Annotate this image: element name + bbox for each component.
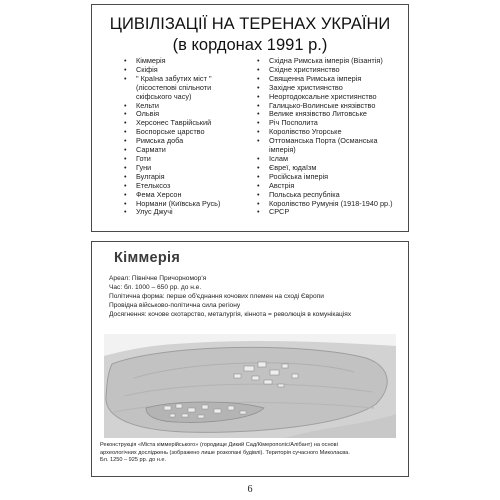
list-item: • Річ Посполита — [257, 119, 399, 128]
fact-line: Досягнення: кочове скотарство, металургія, кіннота = революція в комунікаціях — [109, 310, 352, 318]
list-item: • СРСР — [257, 208, 399, 217]
list-item: • Галицько-Волинське князівство — [257, 102, 399, 111]
list-item: • Королівство Румунія (1918-1940 рр.) — [257, 200, 399, 209]
list-item: • Священна Римська імперія — [257, 75, 399, 84]
list-item: • Іслам — [257, 155, 399, 164]
slide-civilizations — [91, 4, 409, 232]
caption-line: Реконструкція «Міста кіммерійського» (городище Дикий Сад/Кімерополіс/Алібант) на основі — [100, 442, 338, 448]
settlement-reconstruction-image — [104, 334, 396, 438]
list-item: • Булгарія — [124, 173, 246, 182]
list-item: • Російська імперія — [257, 173, 399, 182]
slide-kimmeria — [91, 241, 409, 477]
slide-title: ЦИВІЛІЗАЦІЇ НА ТЕРЕНАХ УКРАЇНИ — [109, 15, 391, 33]
list-item: • Гуни — [124, 164, 246, 173]
slide-subtitle: (в кордонах 1991 р.) — [172, 36, 328, 54]
list-item: • Королівство Угорське — [257, 128, 399, 137]
list-item: • Польська республіка — [257, 191, 399, 200]
image-caption — [100, 442, 402, 465]
fact-line: Політична форма: перше об'єднання кочових племен на сході Європи — [109, 292, 324, 300]
caption-line: Бл. 1250 – 925 рр. до н.е. — [100, 457, 167, 464]
list-item: • Кіммерія — [124, 57, 246, 66]
list-item: • Кельти — [124, 102, 246, 111]
list-item: • " Країна забутих міст " (лісостепові спільноти скіфського часу) — [124, 75, 246, 102]
list-item: • Східне християнство — [257, 66, 399, 75]
list-item: • Велике князівство Литовське — [257, 110, 399, 119]
civilizations-list-right — [257, 57, 399, 217]
list-item: • Римська доба — [124, 137, 246, 146]
list-item: • Херсонес Таврійський — [124, 119, 246, 128]
caption-line: археологічних досліджень (зображено лише розкопані будівлі). Територія сучасного Миколаєва. — [100, 449, 350, 456]
list-item: • Сармати — [124, 146, 246, 155]
fact-line: Ареал: Північне Причорномор'я — [109, 275, 207, 282]
list-item: • Скіфія — [124, 66, 246, 75]
fact-line: Провідна військово-політична сила регіону — [109, 301, 241, 309]
list-item: • Фема Херсон — [124, 191, 246, 200]
fact-line: Час: бл. 1000 – 650 рр. до н.е. — [109, 283, 202, 291]
list-item: • Західне християнство — [257, 84, 399, 93]
list-item: • Готи — [124, 155, 246, 164]
list-item: • Австрія — [257, 182, 399, 191]
civilizations-list-left — [124, 57, 246, 217]
list-item: • Оттоманська Порта (Османська імперія) — [257, 137, 399, 155]
list-item: • Боспорське царство — [124, 128, 246, 137]
list-item: • Нормани (Київська Русь) — [124, 200, 246, 209]
list-item: • Улус Джучі — [124, 208, 246, 217]
list-item: • Східна Римська імперія (Візантія) — [257, 57, 399, 66]
page-number: 6 — [247, 484, 253, 495]
list-item: • Етельксоз — [124, 182, 246, 191]
list-item: • Ольвія — [124, 110, 246, 119]
slide-title: Кіммерія — [114, 250, 181, 266]
list-item: • Неортодоксальне християнство — [257, 93, 399, 102]
slide-facts — [109, 275, 404, 320]
list-item: • Євреї, юдаїзм — [257, 164, 399, 173]
